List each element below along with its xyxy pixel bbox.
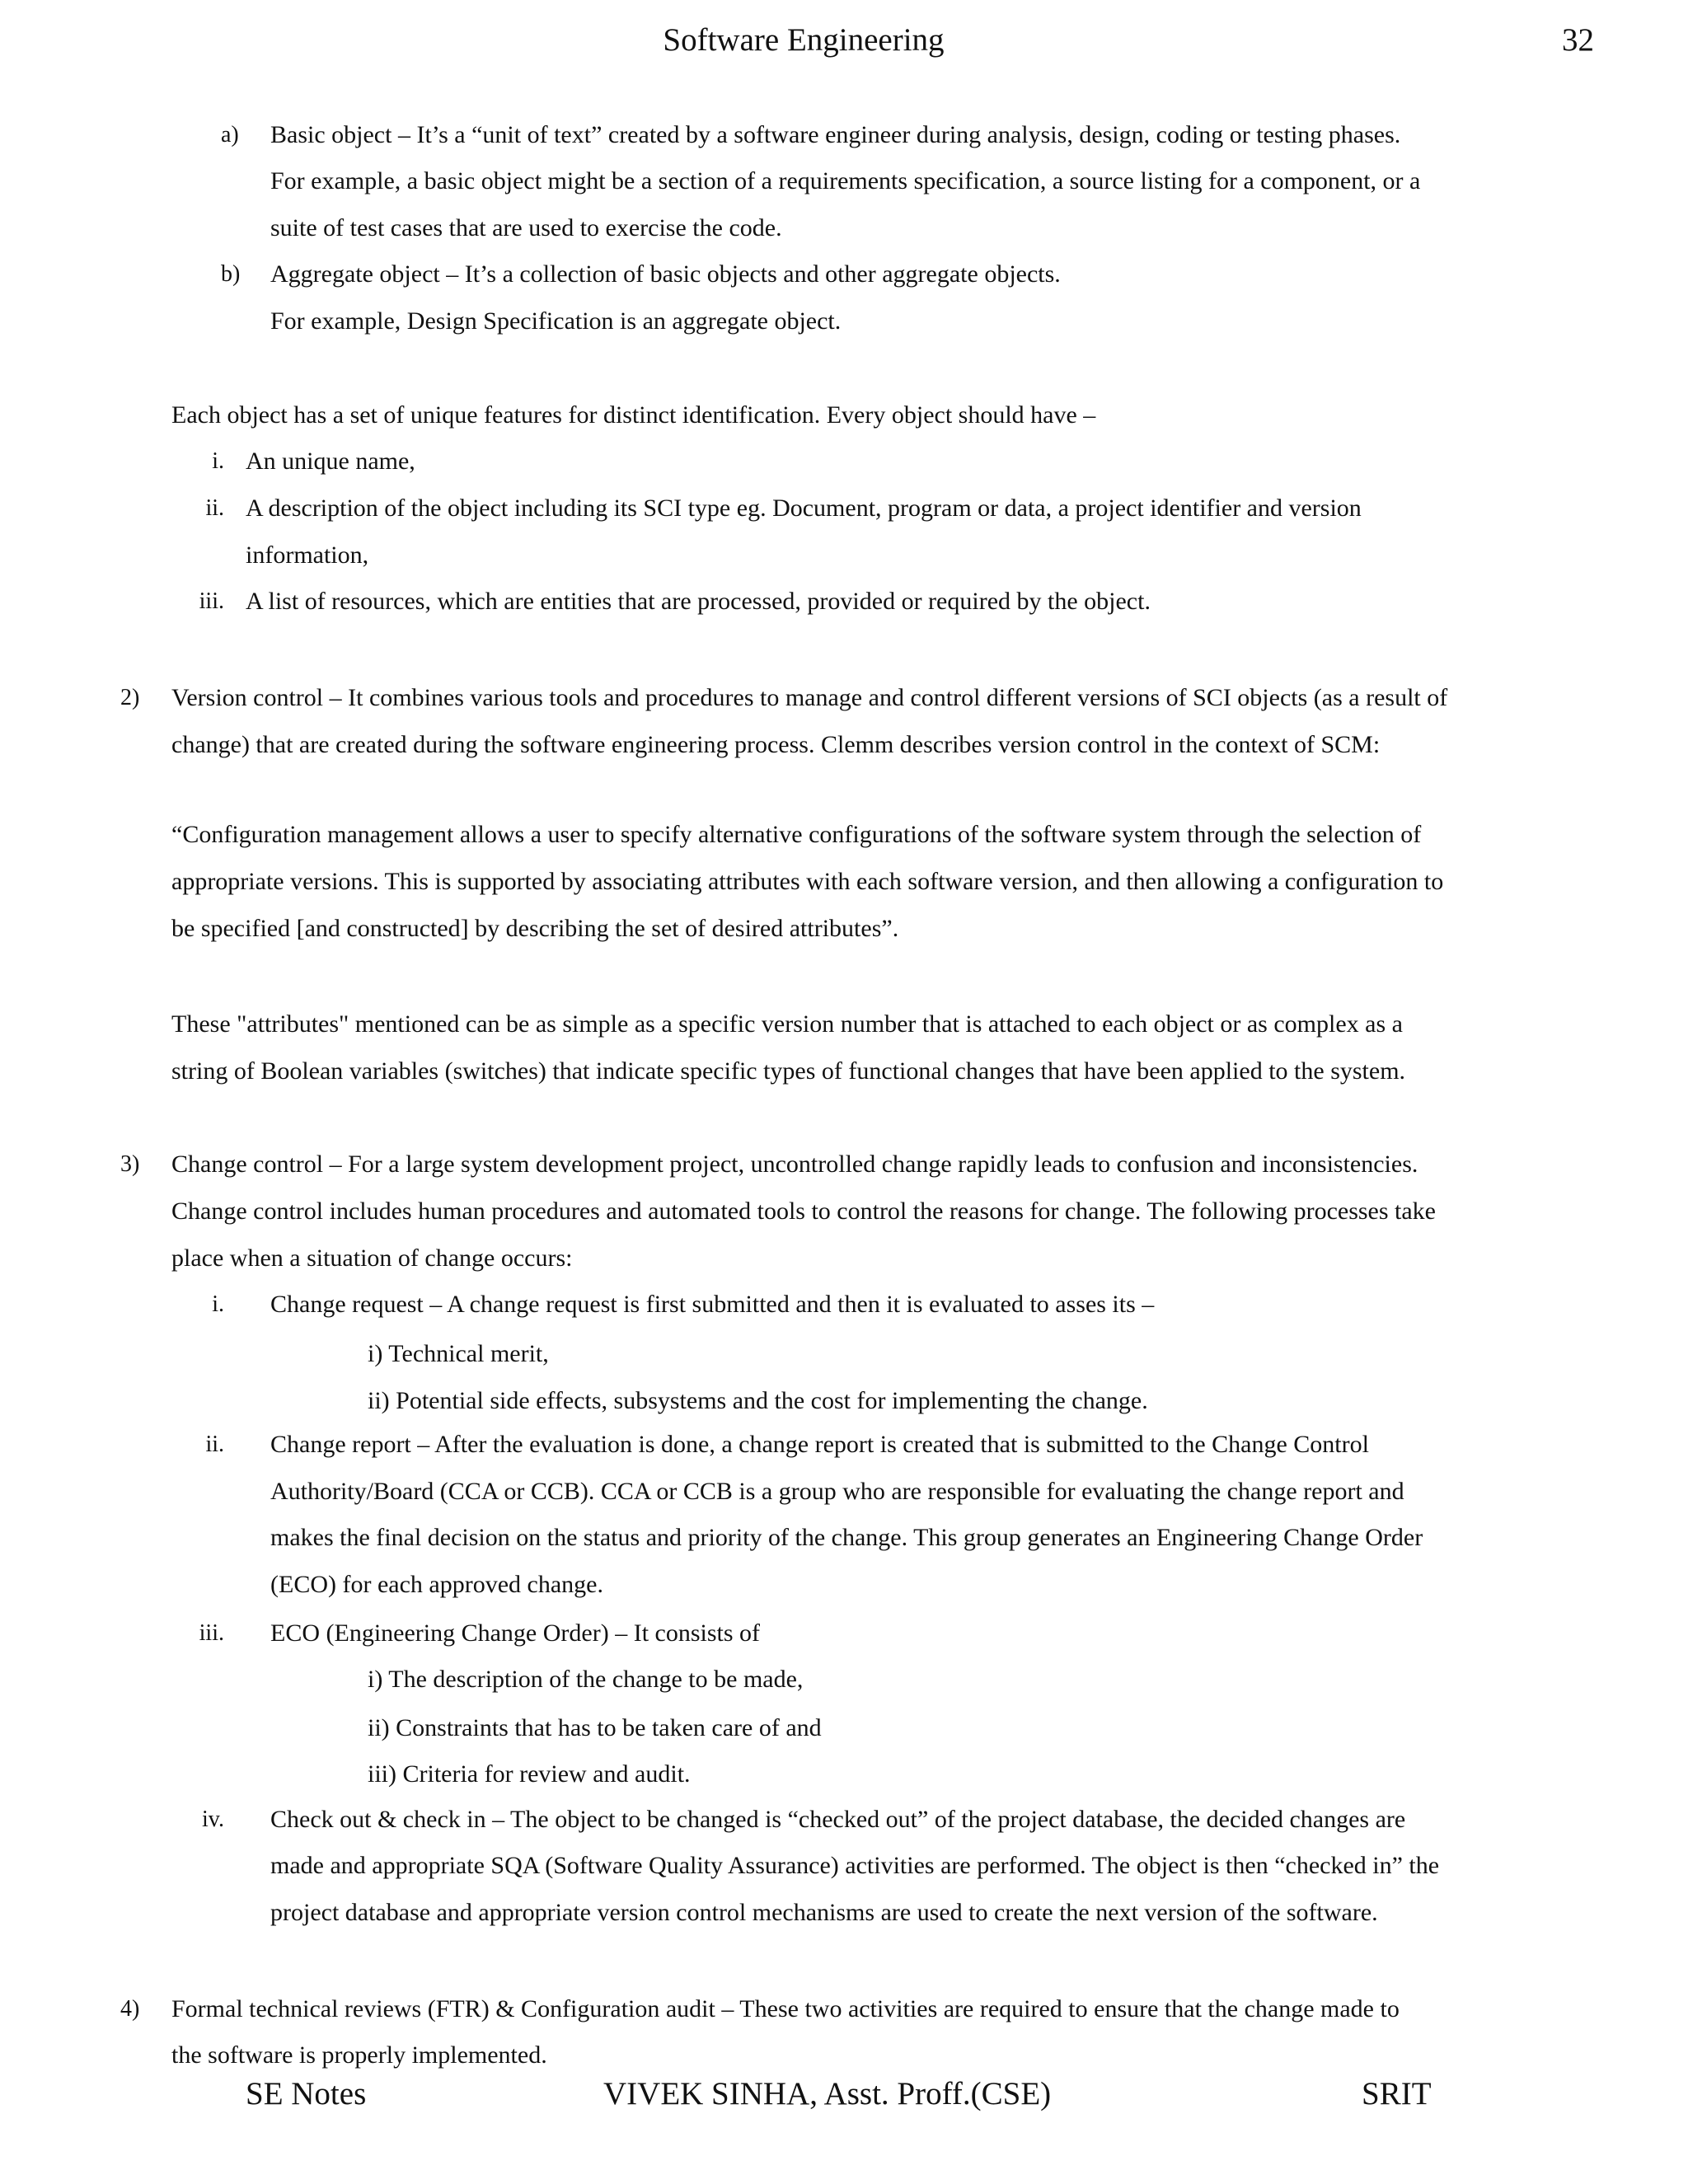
basic-object-line-1: Basic object – It’s a “unit of text” created by a software engineer during analysis, design, coding or testing phases.: [270, 121, 1401, 148]
features-intro: Each object has a set of unique features for distinct identification. Every object should have –: [171, 401, 1096, 429]
list-marker-b: b): [221, 261, 241, 287]
attributes-line-2: string of Boolean variables (switches) that indicate specific types of functional changes that have been applied to the system.: [171, 1057, 1406, 1085]
ftr-line-1: Formal technical reviews (FTR) & Configuration audit – These two activities are required to ensure that the change made to: [171, 1995, 1400, 2022]
feature-marker-i: i.: [212, 448, 224, 474]
quote-line-1: “Configuration management allows a user to specify alternative configurations of the software system through the selection of: [171, 821, 1422, 848]
feature-item-1: An unique name,: [246, 448, 415, 475]
footer-left: SE Notes: [246, 2076, 367, 2111]
eco-sub-2: ii) Constraints that has to be taken care of and: [368, 1714, 822, 1741]
eco-sub-3: iii) Criteria for review and audit.: [368, 1760, 691, 1788]
eco-sub-1: i) The description of the change to be made,: [368, 1666, 804, 1693]
change-request-sub-2: ii) Potential side effects, subsystems and the cost for implementing the change.: [368, 1387, 1148, 1414]
change-control-line-1: Change control – For a large system development project, uncontrolled change rapidly leads to confusion and inconsistencies.: [171, 1151, 1418, 1178]
feature-item-2-line-2: information,: [246, 541, 369, 569]
change-step-marker-iv: iv.: [202, 1807, 224, 1832]
quote-line-3: be specified [and constructed] by describing the set of desired attributes”.: [171, 915, 899, 942]
change-control-line-3: place when a situation of change occurs:: [171, 1244, 573, 1272]
change-step-marker-ii: ii.: [205, 1432, 224, 1457]
version-control-line-2: change) that are created during the software engineering process. Clemm describes version control in the context of SCM:: [171, 731, 1381, 758]
version-control-line-1: Version control – It combines various tools and procedures to manage and control different versions of SCI objects (as a result of: [171, 684, 1448, 711]
change-request-sub-1: i) Technical merit,: [368, 1340, 549, 1367]
section-marker-2: 2): [120, 685, 140, 710]
change-control-line-2: Change control includes human procedures and automated tools to control the reasons for change. The following processes take: [171, 1197, 1436, 1225]
change-report-line-2: Authority/Board (CCA or CCB). CCA or CCB is a group who are responsible for evaluating the change report and: [270, 1478, 1404, 1505]
page-header-title: Software Engineering: [663, 22, 945, 58]
aggregate-object-line-2: For example, Design Specification is an aggregate object.: [270, 307, 842, 335]
quote-line-2: appropriate versions. This is supported by associating attributes with each software version, and then allowing a configuration to: [171, 868, 1444, 895]
attributes-line-1: These "attributes" mentioned can be as simple as a specific version number that is attached to each object or as complex as a: [171, 1010, 1403, 1038]
change-report-line-4: (ECO) for each approved change.: [270, 1571, 603, 1598]
change-report-line-1: Change report – After the evaluation is done, a change report is created that is submitted to the Change Control: [270, 1431, 1369, 1458]
check-out-line-3: project database and appropriate version control mechanisms are used to create the next version of the software.: [270, 1899, 1378, 1926]
basic-object-line-3: suite of test cases that are used to exercise the code.: [270, 214, 782, 241]
change-report-line-3: makes the final decision on the status and priority of the change. This group generates an Engineering Change Order: [270, 1524, 1423, 1551]
page-number: 32: [1562, 22, 1594, 58]
list-marker-a: a): [221, 122, 239, 148]
check-out-line-2: made and appropriate SQA (Software Quality Assurance) activities are performed. The object is then “checked in” the: [270, 1852, 1440, 1879]
ftr-line-2: the software is properly implemented.: [171, 2041, 547, 2069]
check-out-line-1: Check out & check in – The object to be changed is “checked out” of the project database, the decided changes are: [270, 1806, 1406, 1833]
change-step-marker-iii: iii.: [199, 1620, 224, 1646]
aggregate-object-line-1: Aggregate object – It’s a collection of basic objects and other aggregate objects.: [270, 260, 1061, 288]
change-step-marker-i: i.: [212, 1291, 224, 1317]
section-marker-4: 4): [120, 1996, 140, 2022]
feature-item-3: A list of resources, which are entities that are processed, provided or required by the object.: [246, 588, 1151, 615]
feature-marker-ii: ii.: [205, 495, 224, 521]
change-request-line: Change request – A change request is first submitted and then it is evaluated to asses its –: [270, 1291, 1155, 1318]
footer-right: SRIT: [1362, 2076, 1432, 2111]
feature-item-2-line-1: A description of the object including its SCI type eg. Document, program or data, a project identifier and version: [246, 494, 1362, 522]
basic-object-line-2: For example, a basic object might be a section of a requirements specification, a source listing for a component, or a: [270, 167, 1421, 194]
footer-center: VIVEK SINHA, Asst. Proff.(CSE): [603, 2076, 1052, 2111]
eco-line: ECO (Engineering Change Order) – It consists of: [270, 1619, 761, 1647]
feature-marker-iii: iii.: [199, 588, 224, 614]
section-marker-3: 3): [120, 1151, 140, 1177]
